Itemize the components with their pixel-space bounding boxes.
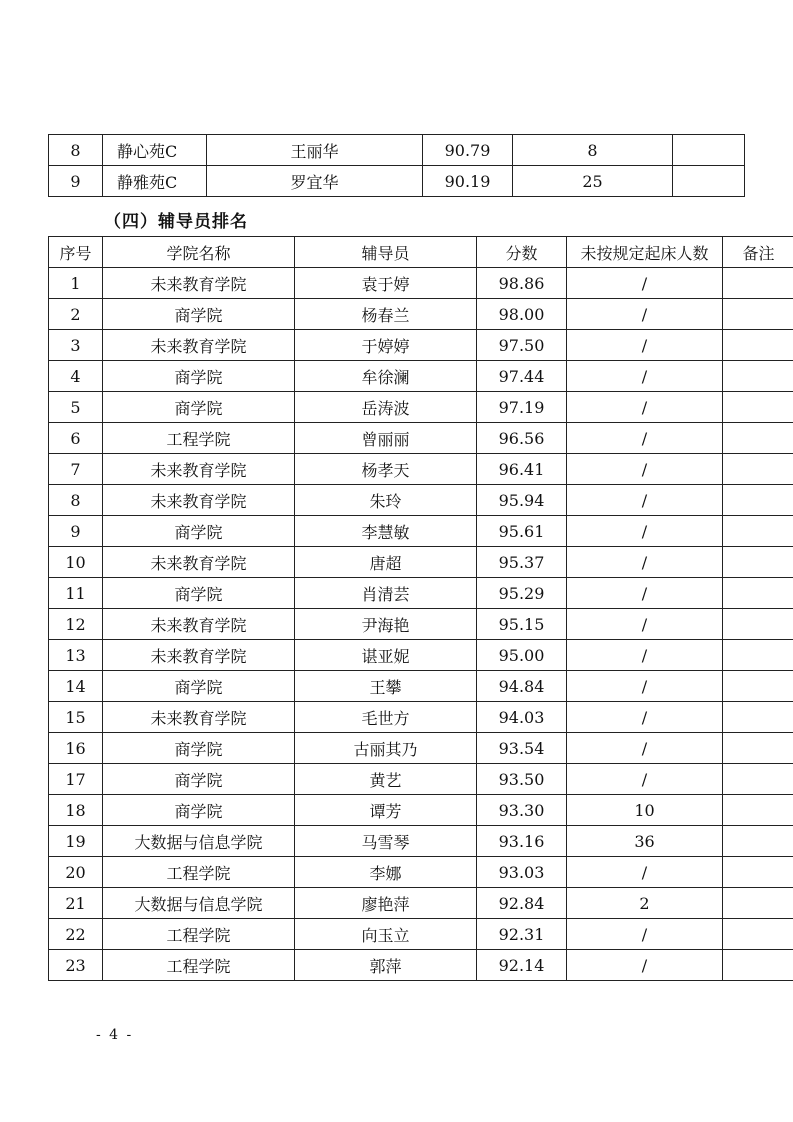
- table-cell: 工程学院: [103, 950, 295, 981]
- table-cell: /: [567, 299, 723, 330]
- table-cell: 黄艺: [295, 764, 477, 795]
- column-header: 学院名称: [103, 237, 295, 268]
- counselor-ranking-table: [48, 236, 793, 981]
- table-row: [49, 609, 793, 640]
- table-cell: 商学院: [103, 299, 295, 330]
- table-cell: [723, 733, 793, 764]
- table-row: [49, 733, 793, 764]
- table-cell: 93.03: [477, 857, 567, 888]
- table-cell: [723, 516, 793, 547]
- table-cell: 牟徐澜: [295, 361, 477, 392]
- table-cell: [723, 454, 793, 485]
- table-cell: 袁于婷: [295, 268, 477, 299]
- table-cell: 未来教育学院: [103, 640, 295, 671]
- table-cell: [723, 578, 793, 609]
- table-cell: 8: [49, 135, 103, 166]
- table-row: [49, 299, 793, 330]
- column-header: 辅导员: [295, 237, 477, 268]
- table-cell: [723, 857, 793, 888]
- table-cell: 90.79: [423, 135, 513, 166]
- table-cell: 93.50: [477, 764, 567, 795]
- table-cell: 13: [49, 640, 103, 671]
- table-cell: 19: [49, 826, 103, 857]
- table-cell: 未来教育学院: [103, 268, 295, 299]
- table-cell: 商学院: [103, 578, 295, 609]
- table-cell: 95.94: [477, 485, 567, 516]
- table-row: [49, 702, 793, 733]
- table-cell: 92.31: [477, 919, 567, 950]
- table-cell: [723, 826, 793, 857]
- table-cell: 98.86: [477, 268, 567, 299]
- table-cell: 36: [567, 826, 723, 857]
- table-cell: 商学院: [103, 392, 295, 423]
- table-cell: 商学院: [103, 733, 295, 764]
- table-cell: 商学院: [103, 764, 295, 795]
- table-cell: 工程学院: [103, 919, 295, 950]
- table-cell: 肖清芸: [295, 578, 477, 609]
- table-cell: 2: [567, 888, 723, 919]
- table-cell: [723, 702, 793, 733]
- table-cell: 大数据与信息学院: [103, 826, 295, 857]
- table-cell: 22: [49, 919, 103, 950]
- table-row: [49, 764, 793, 795]
- table-row: [49, 268, 793, 299]
- table-cell: 94.03: [477, 702, 567, 733]
- table-cell: 98.00: [477, 299, 567, 330]
- table-cell: 杨春兰: [295, 299, 477, 330]
- table-cell: /: [567, 733, 723, 764]
- table-cell: [723, 547, 793, 578]
- table-cell: /: [567, 950, 723, 981]
- table-cell: 92.14: [477, 950, 567, 981]
- table-cell: 古丽其乃: [295, 733, 477, 764]
- table-cell: [723, 330, 793, 361]
- table-cell: 未来教育学院: [103, 702, 295, 733]
- table-row: [49, 166, 745, 197]
- table-row: [49, 392, 793, 423]
- table-cell: 未来教育学院: [103, 485, 295, 516]
- table-row: [49, 361, 793, 392]
- table-cell: 23: [49, 950, 103, 981]
- table-row: [49, 423, 793, 454]
- table-cell: [723, 361, 793, 392]
- table-cell: 1: [49, 268, 103, 299]
- table-cell: [723, 888, 793, 919]
- table-cell: 16: [49, 733, 103, 764]
- table-cell: 25: [513, 166, 673, 197]
- table-cell: /: [567, 609, 723, 640]
- table-cell: 谭芳: [295, 795, 477, 826]
- table-cell: 9: [49, 166, 103, 197]
- table-row: [49, 888, 793, 919]
- table-cell: 于婷婷: [295, 330, 477, 361]
- table-cell: 尹海艳: [295, 609, 477, 640]
- table-cell: /: [567, 330, 723, 361]
- table-row: [49, 547, 793, 578]
- table-cell: 商学院: [103, 361, 295, 392]
- table-cell: 李慧敏: [295, 516, 477, 547]
- table-cell: /: [567, 516, 723, 547]
- table-cell: 静心苑C: [103, 135, 207, 166]
- page-number: - 4 -: [96, 1027, 134, 1043]
- table-cell: 静雅苑C: [103, 166, 207, 197]
- table-cell: 6: [49, 423, 103, 454]
- table-cell: 95.37: [477, 547, 567, 578]
- table-cell: 商学院: [103, 795, 295, 826]
- table-cell: 97.19: [477, 392, 567, 423]
- table-cell: 李娜: [295, 857, 477, 888]
- table-cell: 唐超: [295, 547, 477, 578]
- table-cell: [723, 640, 793, 671]
- table-cell: /: [567, 423, 723, 454]
- table-cell: /: [567, 268, 723, 299]
- table-cell: /: [567, 485, 723, 516]
- table-cell: 18: [49, 795, 103, 826]
- table-cell: 谌亚妮: [295, 640, 477, 671]
- column-header: 分数: [477, 237, 567, 268]
- dorm-ranking-table-continued: [48, 134, 745, 197]
- table-cell: 马雪琴: [295, 826, 477, 857]
- table-cell: 92.84: [477, 888, 567, 919]
- table-cell: /: [567, 578, 723, 609]
- table-cell: [723, 392, 793, 423]
- table-cell: 15: [49, 702, 103, 733]
- table-cell: 95.61: [477, 516, 567, 547]
- table-cell: 未来教育学院: [103, 609, 295, 640]
- table-row: [49, 454, 793, 485]
- table-row: [49, 857, 793, 888]
- table-cell: /: [567, 454, 723, 485]
- table-cell: 岳涛波: [295, 392, 477, 423]
- table-row: [49, 919, 793, 950]
- table-cell: 未来教育学院: [103, 454, 295, 485]
- table-row: [49, 795, 793, 826]
- table-cell: /: [567, 547, 723, 578]
- table-row: [49, 485, 793, 516]
- table-cell: /: [567, 361, 723, 392]
- table-cell: 7: [49, 454, 103, 485]
- table-cell: [723, 795, 793, 826]
- table-cell: 商学院: [103, 671, 295, 702]
- table-cell: 毛世方: [295, 702, 477, 733]
- column-header: 序号: [49, 237, 103, 268]
- table-cell: 95.00: [477, 640, 567, 671]
- table-cell: 未来教育学院: [103, 547, 295, 578]
- table-cell: [723, 609, 793, 640]
- table-cell: 向玉立: [295, 919, 477, 950]
- table-cell: 大数据与信息学院: [103, 888, 295, 919]
- table-cell: /: [567, 857, 723, 888]
- table-cell: [723, 671, 793, 702]
- table-cell: 95.29: [477, 578, 567, 609]
- table-cell: [723, 919, 793, 950]
- table-cell: 未来教育学院: [103, 330, 295, 361]
- table-cell: 4: [49, 361, 103, 392]
- table-cell: 14: [49, 671, 103, 702]
- table-cell: 8: [49, 485, 103, 516]
- table-cell: 93.16: [477, 826, 567, 857]
- table-cell: 工程学院: [103, 857, 295, 888]
- table-cell: 90.19: [423, 166, 513, 197]
- table-cell: 12: [49, 609, 103, 640]
- table-cell: [723, 299, 793, 330]
- table-cell: 罗宜华: [207, 166, 423, 197]
- column-header: 备注: [723, 237, 793, 268]
- column-header: 未按规定起床人数: [567, 237, 723, 268]
- table-cell: 9: [49, 516, 103, 547]
- table-cell: 工程学院: [103, 423, 295, 454]
- table-row: [49, 640, 793, 671]
- table-row: [49, 516, 793, 547]
- table-cell: 王攀: [295, 671, 477, 702]
- table-cell: 93.54: [477, 733, 567, 764]
- table-row: [49, 578, 793, 609]
- table-cell: 96.56: [477, 423, 567, 454]
- table-cell: /: [567, 764, 723, 795]
- table-cell: [673, 166, 745, 197]
- table-cell: 3: [49, 330, 103, 361]
- table-cell: 93.30: [477, 795, 567, 826]
- table-cell: 王丽华: [207, 135, 423, 166]
- table-cell: 8: [513, 135, 673, 166]
- table-cell: 96.41: [477, 454, 567, 485]
- table-cell: [723, 423, 793, 454]
- table-cell: 94.84: [477, 671, 567, 702]
- table-cell: 郭萍: [295, 950, 477, 981]
- table-cell: 21: [49, 888, 103, 919]
- table-cell: /: [567, 392, 723, 423]
- section-heading: （四）辅导员排名: [104, 212, 248, 232]
- table-cell: 曾丽丽: [295, 423, 477, 454]
- table-cell: 17: [49, 764, 103, 795]
- table-cell: 廖艳萍: [295, 888, 477, 919]
- table-cell: 10: [49, 547, 103, 578]
- table-cell: [723, 268, 793, 299]
- table-cell: 97.44: [477, 361, 567, 392]
- table-cell: 97.50: [477, 330, 567, 361]
- table-cell: /: [567, 702, 723, 733]
- table-cell: 20: [49, 857, 103, 888]
- table-cell: 5: [49, 392, 103, 423]
- table-cell: /: [567, 671, 723, 702]
- table-cell: 商学院: [103, 516, 295, 547]
- table-cell: [723, 764, 793, 795]
- table-cell: /: [567, 919, 723, 950]
- table-cell: 10: [567, 795, 723, 826]
- table-cell: 95.15: [477, 609, 567, 640]
- table-cell: 杨孝天: [295, 454, 477, 485]
- table-cell: 11: [49, 578, 103, 609]
- table-cell: [723, 485, 793, 516]
- table-row: [49, 330, 793, 361]
- table-row: [49, 135, 745, 166]
- table-row: [49, 950, 793, 981]
- table-cell: 朱玲: [295, 485, 477, 516]
- table-row: [49, 826, 793, 857]
- table-row: [49, 671, 793, 702]
- table-cell: [723, 950, 793, 981]
- table-cell: 2: [49, 299, 103, 330]
- table-header-row: [49, 237, 793, 268]
- table-cell: [673, 135, 745, 166]
- table-cell: /: [567, 640, 723, 671]
